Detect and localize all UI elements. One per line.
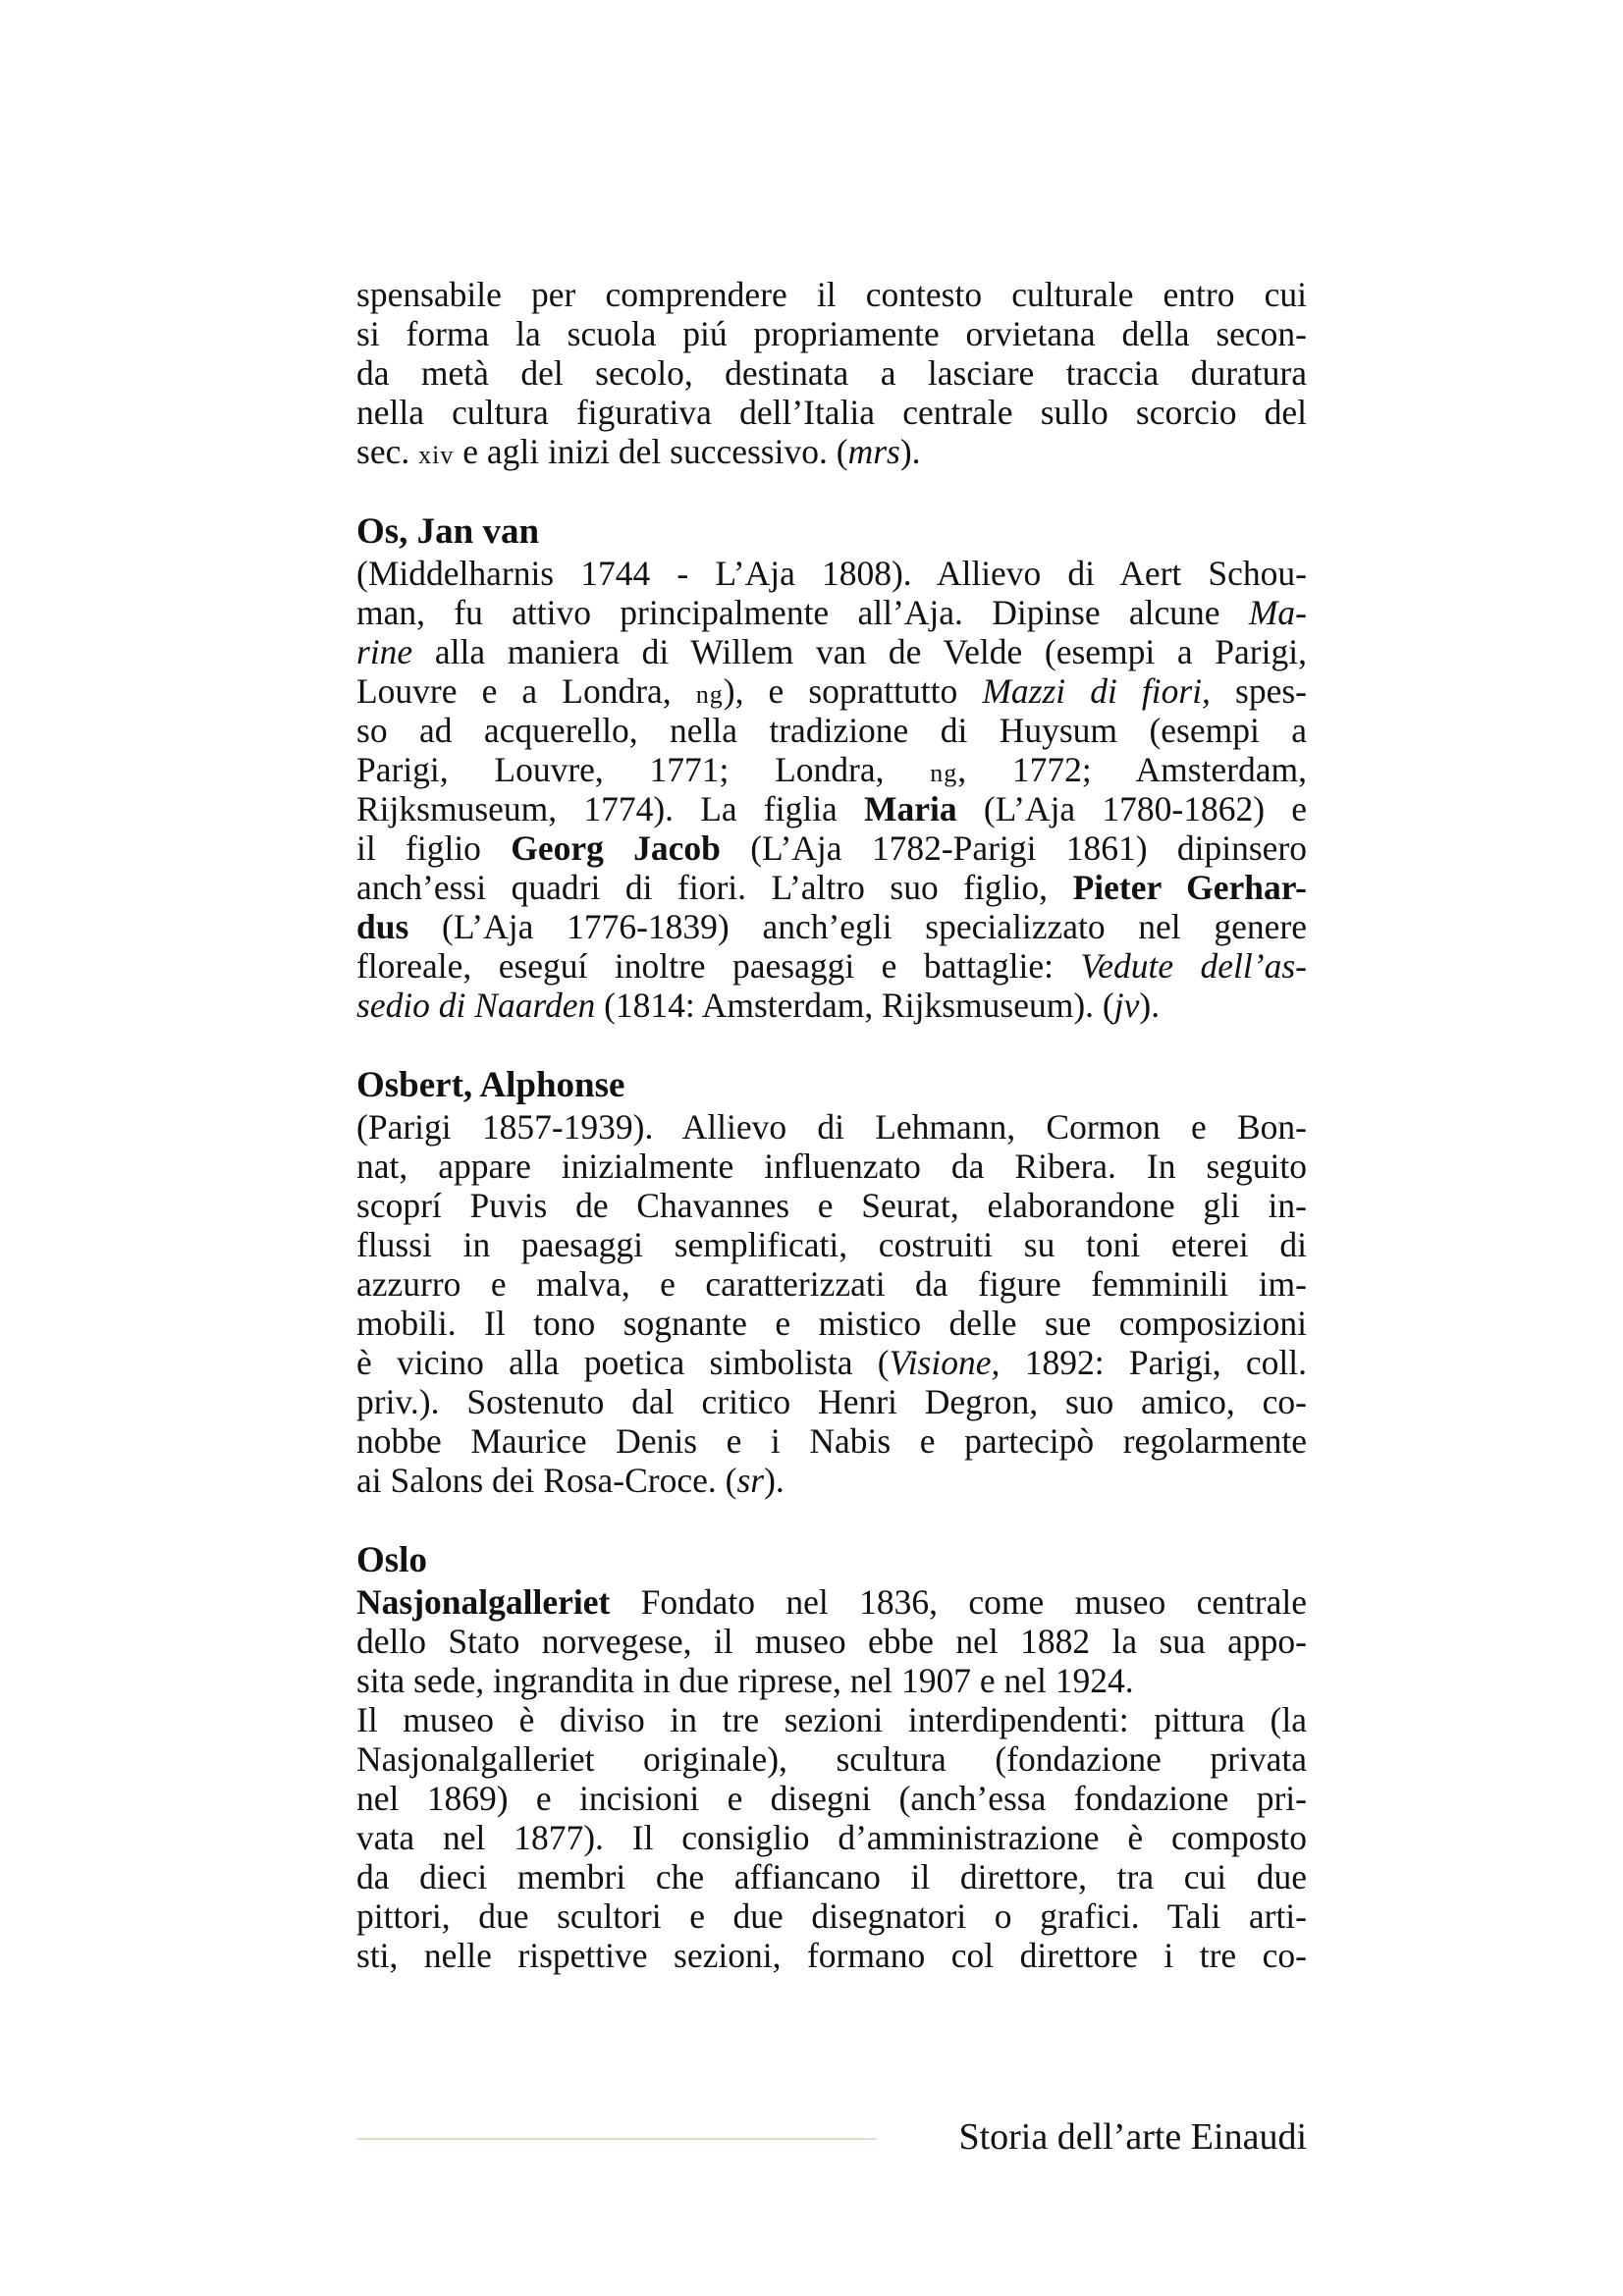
intro-paragraph — [356, 275, 1307, 471]
text-line: è vicino alla poetica simbolista (Visione, 1892: Parigi, coll. — [356, 1343, 1307, 1382]
text-line: sedio di Naarden (1814: Amsterdam, Rijksmuseum). (jv). — [356, 986, 1161, 1025]
text-line: so ad acquerello, nella tradizione di Huysum (esempi a — [356, 711, 1307, 750]
text-line: dello Stato norvegese, il museo ebbe nel 1882 la sua appo- — [356, 1622, 1307, 1661]
page-footer — [356, 2112, 1307, 2162]
text-line: Louvre e a Londra, ng), e soprattutto Mazzi di fiori, spes- — [356, 671, 1307, 711]
text-line: floreale, eseguí inoltre paesaggi e battaglie: Vedute dell’as- — [356, 946, 1307, 986]
text-line: Rijksmuseum, 1774). La figlia Maria (L’Aja 1780-1862) e — [356, 789, 1307, 828]
footer-book-title: Storia dell’arte Einaudi — [958, 2116, 1307, 2158]
text-line: mobili. Il tono sognante e mistico delle sue composizioni — [356, 1304, 1307, 1343]
text-line: sec. xiv e agli inizi del successivo. (mrs). — [356, 432, 921, 471]
footer-divider — [356, 2138, 877, 2140]
text-line: sti, nelle rispettive sezioni, formano col direttore i tre co- — [356, 1936, 1307, 1975]
text-line: nella cultura figurativa dell’Italia centrale sullo scorcio del — [356, 393, 1307, 432]
entry-body-oslo — [356, 1582, 1307, 1975]
entry-heading-os-jan-van: Os, Jan van — [356, 511, 540, 552]
text-line: da dieci membri che affiancano il direttore, tra cui due — [356, 1857, 1307, 1896]
entry-heading-osbert-alphonse: Osbert, Alphonse — [356, 1065, 625, 1105]
entry-body-osbert-alphonse — [356, 1107, 1307, 1500]
text-line: man, fu attivo principalmente all’Aja. Dipinse alcune Ma- — [356, 593, 1307, 632]
text-line: flussi in paesaggi semplificati, costruiti su toni eterei di — [356, 1225, 1307, 1264]
entry-heading-oslo: Oslo — [356, 1540, 427, 1580]
text-line: ai Salons dei Rosa-Croce. (sr). — [356, 1461, 784, 1500]
text-line: priv.). Sostenuto dal critico Henri Degron, suo amico, co- — [356, 1382, 1307, 1421]
text-line: anch’essi quadri di fiori. L’altro suo figlio, Pieter Gerhar- — [356, 868, 1307, 907]
text-line: (Parigi 1857-1939). Allievo di Lehmann, Cormon e Bon- — [356, 1107, 1307, 1147]
text-line: Il museo è diviso in tre sezioni interdipendenti: pittura (la — [356, 1700, 1307, 1739]
text-line: nobbe Maurice Denis e i Nabis e partecipò regolarmente — [356, 1421, 1307, 1461]
text-line: il figlio Georg Jacob (L’Aja 1782-Parigi 1861) dipinsero — [356, 828, 1307, 868]
text-line: dus (L’Aja 1776-1839) anch’egli specializzato nel genere — [356, 907, 1307, 946]
text-line: Nasjonalgalleriet Fondato nel 1836, come museo centrale — [356, 1582, 1307, 1622]
text-line: rine alla maniera di Willem van de Velde (esempi a Parigi, — [356, 632, 1307, 671]
text-line: pittori, due scultori e due disegnatori o grafici. Tali arti- — [356, 1896, 1307, 1936]
text-line: scoprí Puvis de Chavannes e Seurat, elaborandone gli in- — [356, 1186, 1307, 1225]
text-line: sita sede, ingrandita in due riprese, nel 1907 e nel 1924. — [356, 1661, 1134, 1700]
text-line: (Middelharnis 1744 - L’Aja 1808). Allievo di Aert Schou- — [356, 554, 1307, 593]
text-line: nat, appare inizialmente influenzato da Ribera. In seguito — [356, 1147, 1307, 1186]
text-line: Parigi, Louvre, 1771; Londra, ng, 1772; Amsterdam, — [356, 750, 1307, 789]
page-body — [356, 275, 1307, 1975]
text-line: da metà del secolo, destinata a lasciare traccia duratura — [356, 353, 1307, 393]
text-line: spensabile per comprendere il contesto culturale entro cui — [356, 275, 1307, 314]
text-line: nel 1869) e incisioni e disegni (anch’essa fondazione pri- — [356, 1779, 1307, 1818]
entry-body-os-jan-van — [356, 554, 1307, 1025]
text-line: azzurro e malva, e caratterizzati da figure femminili im- — [356, 1264, 1307, 1304]
text-line: vata nel 1877). Il consiglio d’amministrazione è composto — [356, 1818, 1307, 1857]
text-line: si forma la scuola piú propriamente orvietana della secon- — [356, 314, 1307, 353]
text-line: Nasjonalgalleriet originale), scultura (fondazione privata — [356, 1739, 1307, 1779]
